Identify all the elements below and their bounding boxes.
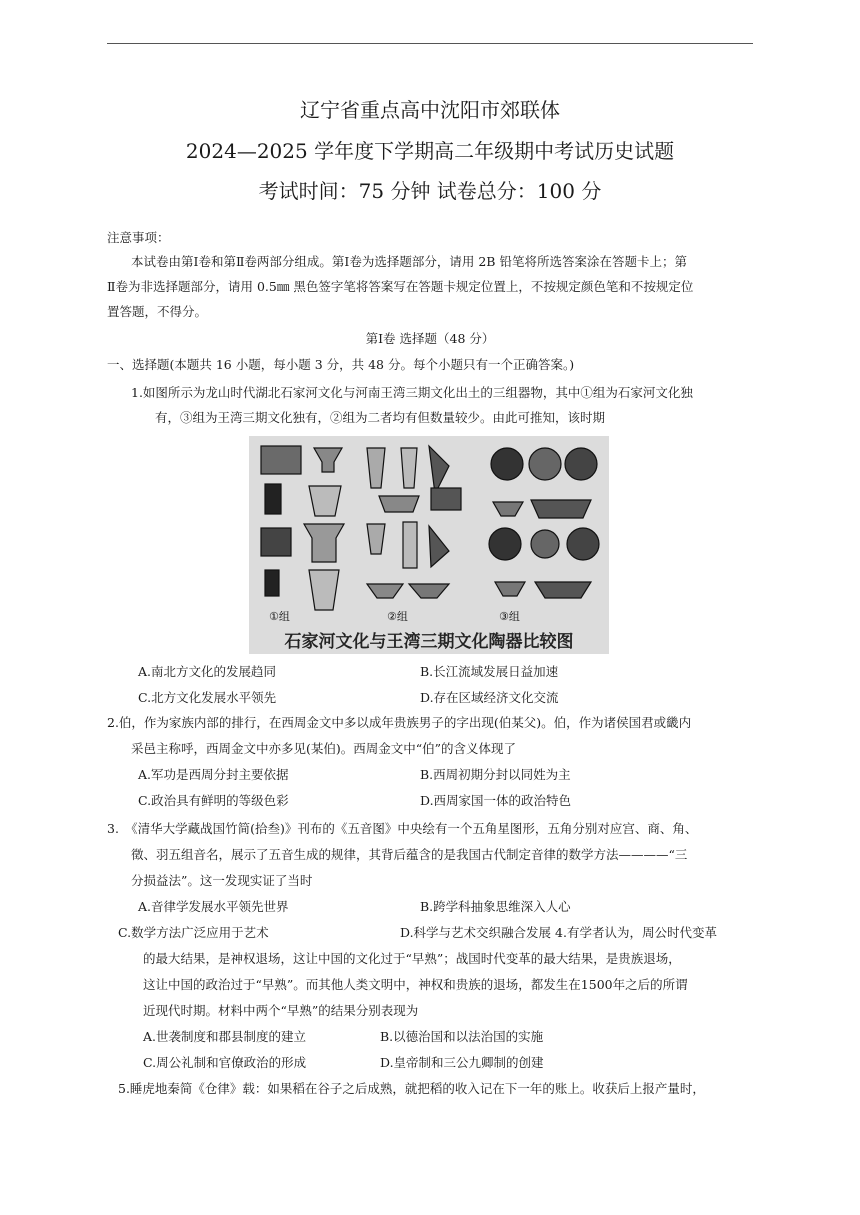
notice-line: Ⅱ卷为非选择题部分，请用 0.5㎜ 黑色签字笔将答案写在答题卡规定位置上，不按规定颜色笔和不按规定位 — [107, 279, 694, 294]
question-4-stem: 的最大结果，是神权退场，这让中国的文化过于“早熟”；战国时代变革的最大结果，是贵族退场， — [143, 951, 681, 966]
exam-school-title: 辽宁省重点高中沈阳市郊联体 — [300, 98, 560, 122]
pottery-comparison-figure — [249, 436, 609, 654]
question-4-stem: 近现代时期。材料中两个“早熟”的结果分别表现为 — [143, 1003, 419, 1018]
q4-option-a: A.世袭制度和郡县制度的建立 — [143, 1029, 307, 1044]
pottery-illustration — [249, 436, 609, 626]
group-1-label: ①组 — [269, 610, 290, 623]
notice-line: 置答题，不得分。 — [107, 304, 208, 319]
question-3-stem: 3. 《清华大学藏战国竹简(拾叁)》刊布的《五音图》中央绘有一个五角星图形，五角分别对应宫、商、角、 — [107, 821, 698, 836]
q4-option-d: D.皇帝制和三公九卿制的创建 — [380, 1055, 544, 1070]
q2-option-d: D.西周家国一体的政治特色 — [420, 793, 572, 808]
q2-option-b: B.西周初期分封以同姓为主 — [420, 767, 571, 782]
q4-option-c: C.周公礼制和官僚政治的形成 — [143, 1055, 307, 1070]
question-3-stem: 分损益法”。这一发现实证了当时 — [131, 873, 313, 888]
notice-heading: 注意事项： — [107, 230, 170, 245]
q3-option-d: D.科学与艺术交织融合发展 4.有学者认为，周公时代变革 — [400, 925, 717, 940]
section-title: 第Ⅰ卷 选择题（48 分） — [365, 331, 495, 346]
q4-option-b: B.以德治国和以法治国的实施 — [380, 1029, 544, 1044]
q2-option-a: A.军功是西周分封主要依据 — [138, 767, 289, 782]
question-2-stem: 2.伯，作为家族内部的排行，在西周金文中多以成年贵族男子的字出现(伯某父)。伯，作为诸侯国君或畿内 — [107, 715, 692, 730]
question-4-stem: 这让中国的政治过于“早熟”。而其他人类文明中，神权和贵族的退场，都发生在1500年之后的所谓 — [143, 977, 688, 992]
group-3-label: ③组 — [499, 610, 520, 623]
question-3-stem: 徵、羽五组音名，展示了五音生成的规律，其背后蕴含的是我国古代制定音律的数学方法————“三 — [131, 847, 688, 862]
q3-option-a: A.音律学发展水平领先世界 — [138, 899, 289, 914]
section-instructions: 一、选择题(本题共 16 小题，每小题 3 分，共 48 分。每个小题只有一个正确答案。) — [107, 357, 575, 372]
question-1-stem: 有，③组为王湾三期文化独有，②组为二者均有但数量较少。由此可推知，该时期 — [155, 410, 606, 425]
top-rule — [107, 43, 753, 44]
exam-time-score: 考试时间：75 分钟 试卷总分：100 分 — [258, 179, 602, 203]
question-5-stem: 5.睡虎地秦简《仓律》载：如果稻在谷子之后成熟，就把稻的收入记在下一年的账上。收获后上报产量时， — [118, 1081, 705, 1096]
question-1-stem: 1.如图所示为龙山时代湖北石家河文化与河南王湾三期文化出土的三组器物，其中①组为石家河文化独 — [131, 385, 693, 400]
q1-option-b: B.长江流域发展日益加速 — [420, 664, 559, 679]
notice-line: 本试卷由第Ⅰ卷和第Ⅱ卷两部分组成。第Ⅰ卷为选择题部分，请用 2B 铅笔将所选答案涂在答题卡上；第 — [131, 254, 687, 269]
q3-option-c: C.数学方法广泛应用于艺术 — [118, 925, 269, 940]
figure-caption: 石家河文化与王湾三期文化陶器比较图 — [284, 632, 574, 652]
q1-option-c: C.北方文化发展水平领先 — [138, 690, 277, 705]
q1-option-d: D.存在区域经济文化交流 — [420, 690, 559, 705]
group-2-label: ②组 — [387, 610, 408, 623]
exam-title: 2024—2025 学年度下学期高二年级期中考试历史试题 — [185, 139, 675, 163]
q1-option-a: A.南北方文化的发展趋同 — [138, 664, 277, 679]
q2-option-c: C.政治具有鲜明的等级色彩 — [138, 793, 289, 808]
q3-option-b: B.跨学科抽象思维深入人心 — [420, 899, 571, 914]
question-2-stem: 采邑主称呼，西周金文中亦多见(某伯)。西周金文中“伯”的含义体现了 — [131, 741, 517, 756]
